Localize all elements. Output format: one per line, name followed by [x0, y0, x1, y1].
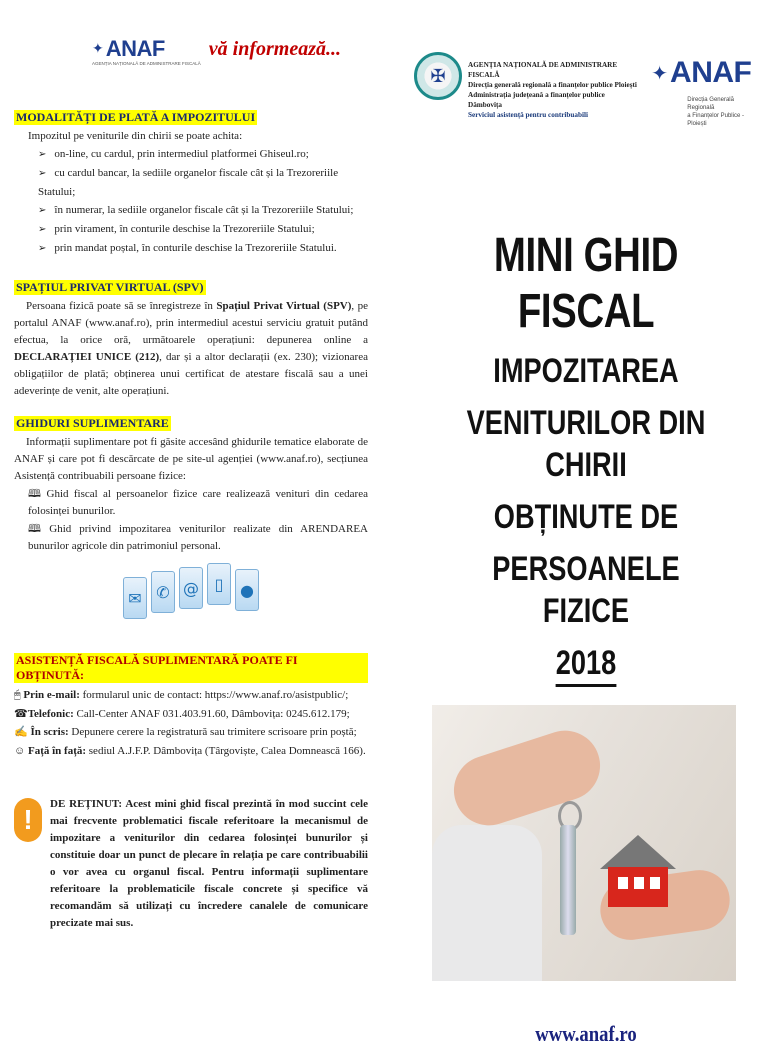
subtitle-line: VENITURILOR DIN CHIRII	[466, 404, 706, 484]
payment-list	[28, 145, 368, 258]
anaf-logo-right	[651, 56, 758, 128]
contact-list	[14, 686, 368, 760]
section-intro: Informații suplimentare pot fi găsite accesând ghidurile tematice elaborate de ANAF și care pot fi descărcate de pe site-ul agenției (www.anaf.ro), secțiunea Asistență contribuabili persoane fizice:	[14, 436, 368, 482]
section-title: SPAȚIUL PRIVAT VIRTUAL (SPV)	[16, 280, 204, 294]
list-item: ➢ prin virament, în conturile deschise la Trezoreriile Statului;	[38, 220, 368, 239]
section-ghiduri	[14, 414, 368, 555]
at-icon: @	[179, 567, 203, 609]
informeaza-text: vă informează...	[208, 38, 341, 60]
contact-text: Depunere cerere la registratură sau trimitere scrisoare prin poștă;	[68, 726, 357, 738]
spv-text	[14, 298, 368, 400]
anaf-logo	[92, 36, 201, 66]
right-column	[414, 40, 758, 1047]
agency-block	[468, 60, 639, 120]
section-asistenta	[14, 653, 368, 760]
subtitle-line: PERSOANELE FIZICE	[492, 550, 680, 630]
coat-of-arms-icon: ✠	[414, 52, 462, 100]
year: 2018	[556, 642, 617, 687]
photo-house-window	[650, 877, 660, 889]
main-title: MINI GHID FISCAL	[493, 229, 679, 338]
list-item: ➢ în numerar, la sediile organelor fiscale cât și la Trezoreriile Statului;	[38, 201, 368, 220]
contact-label: Prin e-mail:	[23, 689, 80, 701]
photo-hand-top	[445, 722, 609, 835]
book-icon: 🕮	[28, 488, 44, 500]
guide-item	[28, 521, 368, 555]
photo-house	[604, 835, 670, 905]
eagle-icon: ✦	[651, 62, 669, 85]
location-icon: ●	[235, 569, 259, 611]
anaf-logo-text: ANAF	[670, 56, 752, 89]
contact-label: Telefonic:	[27, 707, 74, 720]
telephone-icon: ☎	[14, 707, 28, 720]
section-title: GHIDURI SUPLIMENTARE	[16, 416, 169, 430]
note-body: Acest mini ghid fiscal prezintă în mod succint cele mai frecvente problematici fiscale referitoare la mecanismul de impozitare a veniturilor din cedarea folosinței bunurilor și constituie doar un punct de plecare în relația pe care contribuabilii o vor avea cu organul fiscal. Pentru informații suplimentare referitoare la problematicile fiscale concrete și specifice vă recomandăm să utilizați cu încredere canalele de comunicare precizate mai sus.	[50, 798, 368, 929]
spv-bold: DECLARAȚIEI UNICE (212)	[14, 351, 160, 363]
book-icon: 🕮	[28, 523, 47, 535]
contact-text: formularul unic de contact: https://www.anaf.ro/asistpublic/;	[79, 689, 349, 701]
photo-arm	[432, 825, 542, 981]
agency-line: Serviciul asistență pentru contribuabili	[468, 111, 588, 119]
website-link[interactable]: www.anaf.ro	[535, 1021, 637, 1046]
left-column	[14, 108, 368, 932]
mobile-icon: ▯	[207, 563, 231, 605]
note-text	[50, 796, 368, 932]
contact-label: În scris:	[30, 726, 69, 738]
photo-house-window	[618, 877, 628, 889]
contact-in-person	[14, 742, 368, 761]
section-spv	[14, 278, 368, 400]
directorate-text	[687, 96, 758, 128]
contact-email	[14, 686, 368, 705]
agency-line: AGENȚIA NAȚIONALĂ DE ADMINISTRARE FISCALĂ	[468, 61, 618, 79]
guide-item-text: Ghid fiscal al persoanelor fizice care realizează venituri din cedarea folosinței bunurilor.	[28, 488, 368, 517]
spv-text-part: Persoana fizică poate să se înregistreze în	[26, 300, 217, 312]
contact-written	[14, 723, 368, 742]
contact-icons	[14, 574, 368, 619]
list-item: ➢ prin mandat poștal, în conturile deschise la Trezoreriile Statului.	[38, 239, 368, 258]
phone-icon: ✆	[151, 571, 175, 613]
hands-key-house-photo	[432, 705, 736, 981]
note-label: DE REȚINUT:	[50, 798, 123, 810]
spv-text-part: , dar și a altor declarații (ex. 230); vizionarea obligațiilor de plată; obținerea unui certificat de atestare fiscală sau a unei adeverințe de venit, alte operațiuni.	[14, 351, 368, 397]
contact-text: Call-Center ANAF 031.403.91.60, Dâmbovița: 0245.612.179;	[73, 707, 350, 720]
contact-text: sediul A.J.F.P. Dâmbovița (Târgoviște, Calea Domnească 166).	[86, 744, 366, 757]
photo-house-roof	[600, 835, 676, 869]
agency-line: Administrația județeană a finanțelor publice Dâmbovița	[468, 91, 605, 109]
photo-key	[560, 825, 576, 935]
section-plata	[14, 108, 368, 258]
directorate-line: Direcția Generală Regională	[687, 97, 734, 111]
section-title: MODALITĂȚI DE PLATĂ A IMPOZITULUI	[16, 110, 256, 124]
left-header	[92, 36, 341, 66]
section-intro: Impozitul pe veniturile din chirii se poate achita:	[28, 130, 243, 142]
contact-label: Față în față:	[27, 744, 87, 757]
agency-line: Direcția generală regională a finanțelor publice Ploiești	[468, 81, 637, 89]
spv-bold: Spațiul Privat Virtual (SPV)	[216, 300, 352, 312]
list-item: ➢ cu cardul bancar, la sediile organelor fiscale cât și la Trezoreriile Statului;	[38, 164, 368, 201]
year-line	[448, 642, 723, 687]
smiley-icon: ☺	[14, 744, 26, 757]
anaf-logo-text: ANAF	[105, 36, 165, 61]
guide-item-text: Ghid privind impozitarea veniturilor realizate din ARENDAREA bunurilor agricole din patrimoniul personal.	[28, 523, 368, 552]
note-retinut	[14, 796, 368, 932]
contact-phone	[14, 705, 368, 724]
subtitle-line: OBȚINUTE DE	[493, 498, 679, 536]
right-header	[414, 40, 758, 128]
spv-text-part: , pe portalul ANAF (www.anaf.ro), prin intermediul acestui serviciu gratuit putând efectua, la orice oră, următoarele operațiuni: depunerea online a	[14, 300, 368, 346]
section-title: ASISTENȚĂ FISCALĂ SUPLIMENTARĂ POATE FI OBȚINUTĂ:	[14, 653, 368, 683]
anaf-logo-subtitle: AGENȚIA NAȚIONALĂ DE ADMINISTRARE FISCALĂ	[92, 61, 201, 66]
directorate-line: a Finanțelor Publice - Ploiești	[687, 113, 744, 127]
subtitle-line: IMPOZITAREA	[493, 352, 679, 390]
guide-item	[28, 486, 368, 520]
writing-hand-icon: ✍	[14, 726, 28, 738]
mouse-icon: 🖱	[14, 689, 21, 701]
exclamation-icon: !	[14, 798, 42, 842]
eagle-icon: ✦	[92, 41, 104, 57]
list-item: ➢ on-line, cu cardul, prin intermediul platformei Ghiseul.ro;	[38, 145, 368, 164]
mail-icon: ✉	[123, 577, 147, 619]
photo-house-window	[634, 877, 644, 889]
